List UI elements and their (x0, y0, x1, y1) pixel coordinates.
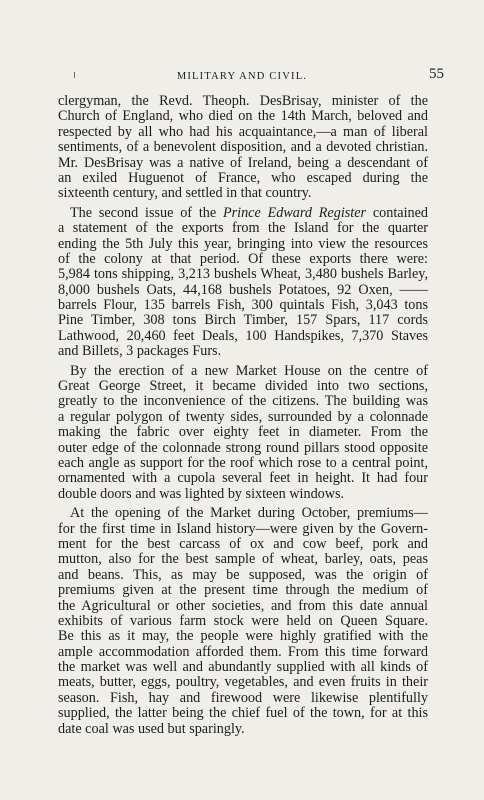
text-line: and Billets, 3 packages Furs. (58, 343, 222, 360)
text-line: outer edge of the colonnade strong round pillars stood opposite (58, 439, 428, 456)
text-line: Church of England, who died on the 14th March, beloved and (58, 108, 428, 125)
text-line: supplied, the latter being the chief fuel of the town, for at this (58, 705, 428, 722)
text-line: Be this as it may, the people were highly gratified with the (58, 628, 428, 645)
text-line: Great George Street, it became divided into two sections, (58, 378, 428, 395)
text-line: meats, butter, eggs, poultry, vegetables, and even fruits in their (58, 674, 428, 691)
text-line: At the opening of the Market during October, premiums— (70, 505, 428, 522)
running-head: MILITARY AND CIVIL. (176, 71, 308, 82)
text-line: greatly to the inconvenience of the citizens. The building was (58, 393, 428, 410)
text-line: an exiled Huguenot of France, who escaped during the (58, 169, 428, 186)
text-line: premiums given at the present time through the medium of (58, 582, 428, 599)
text-line: Lathwood, 20,460 feet Deals, 100 Handspikes, 7,370 Staves (58, 327, 428, 344)
paragraph-3 (58, 364, 428, 503)
text-line: Mr. DesBrisay was a native of Ireland, being a descendant of (58, 154, 428, 171)
text-line: barrels Flour, 135 barrels Fish, 300 quintals Fish, 3,043 tons (58, 297, 428, 314)
body-text (58, 94, 428, 737)
text-line: date coal was used but sparingly. (58, 720, 245, 737)
text-line: 5,984 tons shipping, 3,213 bushels Wheat, 3,480 bushels Barley, (58, 266, 428, 283)
text-line: for the first time in Island history—were given by the Govern- (58, 520, 428, 537)
text-line: exhibits of various farm stock were held on Queen Square. (58, 612, 428, 629)
text-line (58, 206, 428, 221)
text-line: a statement of the exports from the Island for the quarter (58, 220, 428, 237)
text-line: of the colony at that period. Of these exports there were: (58, 250, 428, 267)
text-line: ornamented with a cupola several feet in height. It had four (58, 470, 428, 487)
page-header (40, 66, 444, 88)
text-line: sixteenth century, and settled in that country. (58, 185, 312, 202)
text-line: Pine Timber, 308 tons Birch Timber, 157 Spars, 117 cords (58, 312, 428, 329)
text-line: ment for the best carcass of ox and cow beef, pork and (58, 535, 428, 552)
paragraph-4 (58, 506, 428, 737)
text-line: making the fabric over eighty feet in diameter. From the (58, 424, 428, 441)
text-line: sentiments, of a benevolent disposition, and a devoted christian. (58, 139, 428, 156)
text-line: and beans. This, as may be supposed, was the origin of (58, 566, 428, 583)
paragraph-2 (58, 206, 428, 360)
text-line: mutton, also for the best sample of wheat, barley, oats, peas (58, 551, 428, 568)
paragraph-1 (58, 94, 428, 202)
text-line: respected by all who had his acquaintance,—a man of liberal (58, 123, 428, 140)
text-line: a regular polygon of twenty sides, surrounded by a colonnade (58, 408, 428, 425)
text-fragment: contained (366, 204, 428, 221)
text-line: season. Fish, hay and firewood were likewise plentifully (58, 689, 428, 706)
page-number: 55 (429, 66, 444, 82)
newspaper-title: Prince Edward Register (222, 204, 367, 221)
text-line: ample accommodation afforded them. From this time forward (58, 643, 428, 660)
text-line: each angle as support for the roof which rose to a central point, (58, 454, 428, 471)
text-line: ending the 5th July this year, bringing into view the resources (58, 235, 428, 252)
text-line: 8,000 bushels Oats, 44,168 bushels Potatoes, 92 Oxen, —— (58, 281, 428, 298)
text-line: the Agricultural or other societies, and from this date annual (58, 597, 428, 614)
text-line: double doors and was lighted by sixteen windows. (58, 485, 345, 502)
text-line: clergyman, the Revd. Theoph. DesBrisay, minister of the (58, 93, 428, 109)
text-line: By the erection of a new Market House on the centre of (70, 362, 428, 379)
text-line: the market was well and abundantly supplied with all kinds of (58, 659, 428, 676)
text-fragment: The second issue of the (70, 204, 223, 221)
